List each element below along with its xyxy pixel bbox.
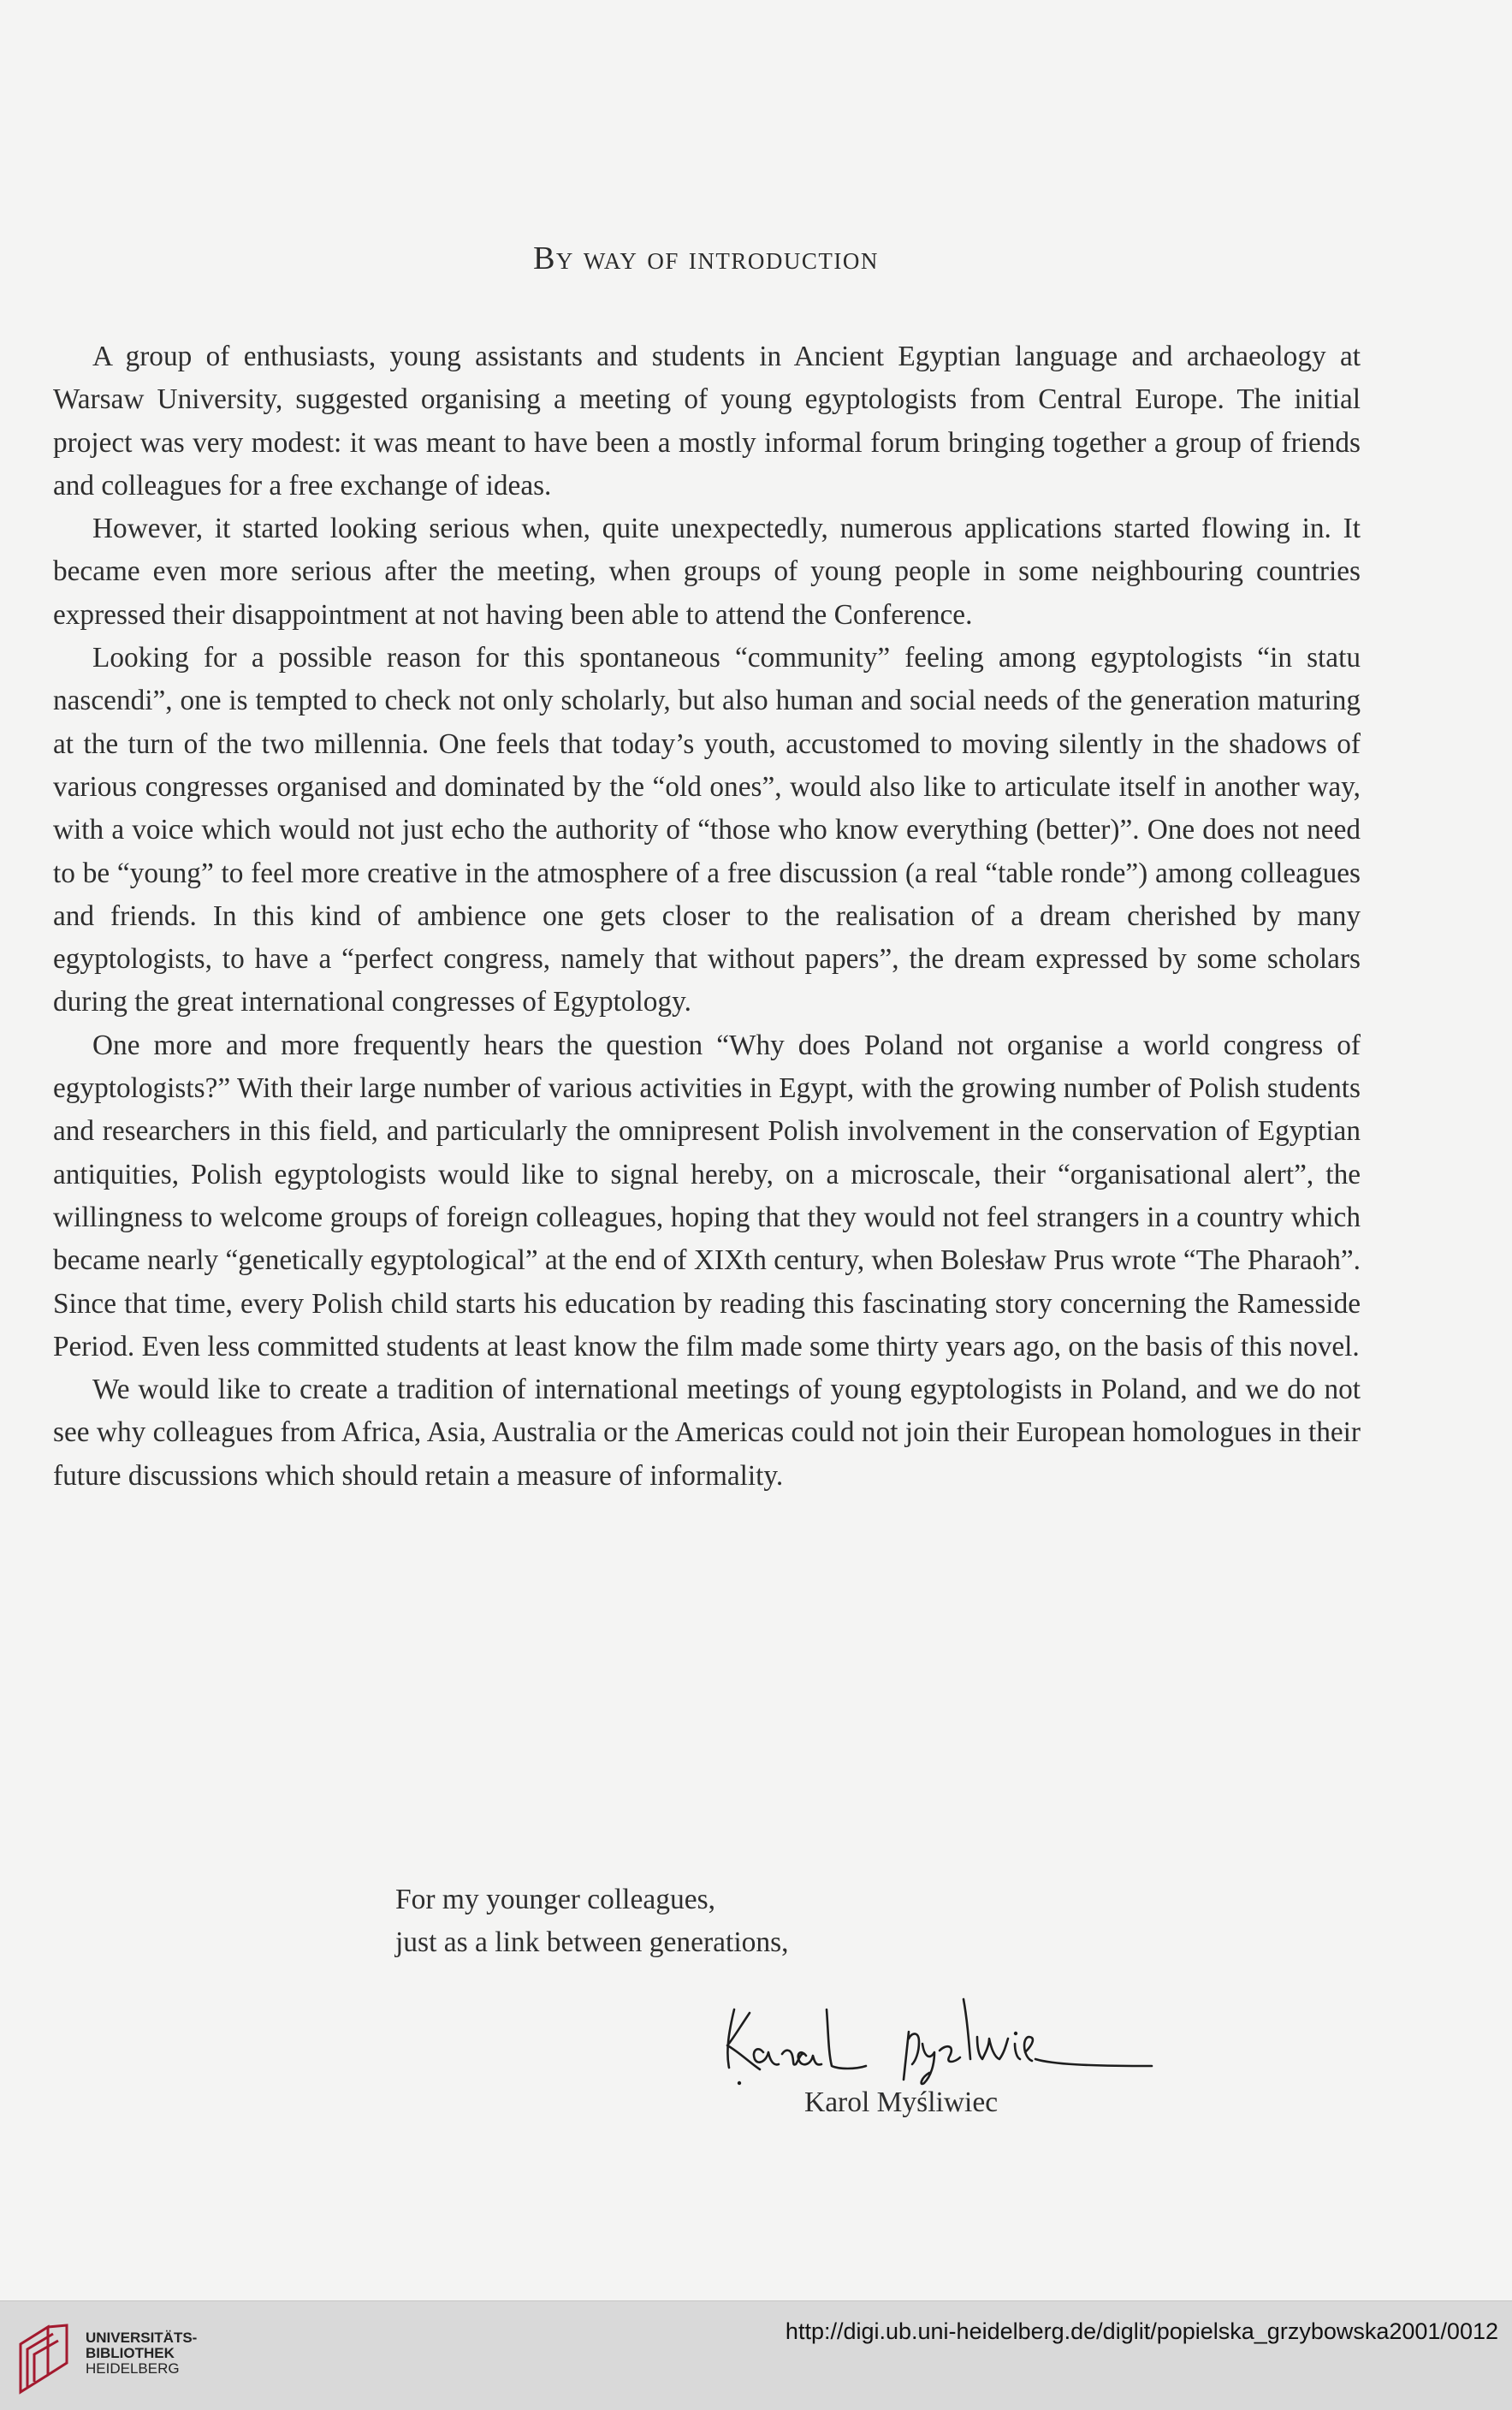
body-text [53,335,1361,1498]
signer-name: Karol Myśliwiec [804,2086,999,2118]
paragraph: One more and more frequently hears the question “Why does Poland not organise a world congress of egyptologists?” With their large number of various activities in Egypt, with the growing number of Polish students and researchers in this field, and particularly the omnipresent Polish involvement in the conservation of Egyptian antiquities, Polish egyptologists would like to signal hereby, on a microscale, their “organisational alert”, the willingness to welcome groups of foreign colleagues, hoping that they would not feel strangers in a country which became nearly “genetically egyptological” at the end of XIXth century, when Bolesław Prus wrote “The Pharaoh”. Since that time, every Polish child starts his education by reading this fascinating story concerning the Ramesside Period. Even less committed students at least know the film made some thirty years ago, on the basis of this novel. [53,1029,1361,1362]
library-line: HEIDELBERG [86,2360,180,2377]
source-url-link[interactable]: http://digi.ub.uni-heidelberg.de/diglit/popielska_grzybowska2001/0012 [785,2318,1498,2344]
closing-dedication [395,1879,789,1964]
closing-line: just as a link between generations, [395,1926,789,1958]
paragraph: Looking for a possible reason for this spontaneous “community” feeling among egyptologists “in statu nascendi”, one is tempted to check not only scholarly, but also human and social needs of the generation maturing at the turn of the two millennia. One feels that today’s youth, accustomed to moving silently in the shadows of various congresses organised and dominated by the “old ones”, would also like to articulate itself in another way, with a voice which would not just echo the authority of “those who know everything (better)”. One does not need to be “young” to feel more creative in the atmosphere of a free discussion (a real “table ronde”) among colleagues and friends. In this kind of ambience one gets closer to the realisation of a dream cherished by many egyptologists, to have a “perfect congress, namely that without papers”, the dream expressed by some scholars during the great international congresses of Egyptology. [53,642,1361,1018]
library-logo-icon [14,2318,74,2395]
footer-bar [0,2300,1512,2410]
paragraph: A group of enthusiasts, young assistants and students in Ancient Egyptian language and archaeology at Warsaw University, suggested organising a meeting of young egyptologists from Central Europe. The initial project was very modest: it was meant to have been a mostly informal forum bringing together a group of friends and colleagues for a free exchange of ideas. [53,341,1361,502]
library-line: UNIVERSITÄTS- [86,2330,198,2346]
handwritten-signature [710,1984,1155,2086]
library-line: BIBLIOTHEK [86,2345,175,2361]
library-name [86,2330,197,2377]
closing-line: For my younger colleagues, [395,1884,715,1915]
paragraph: However, it started looking serious when, quite unexpectedly, numerous applications started flowing in. It became even more serious after the meeting, when groups of young people in some neighbouring countries expressed their disappointment at not having been able to attend the Conference. [53,513,1361,631]
page-title: By way of introduction [533,240,879,276]
paragraph: We would like to create a tradition of international meetings of young egyptologists in Poland, and we do not see why colleagues from Africa, Asia, Australia or the Americas could not join their European homologues in their future discussions which should retain a measure of informality. [53,1374,1361,1492]
